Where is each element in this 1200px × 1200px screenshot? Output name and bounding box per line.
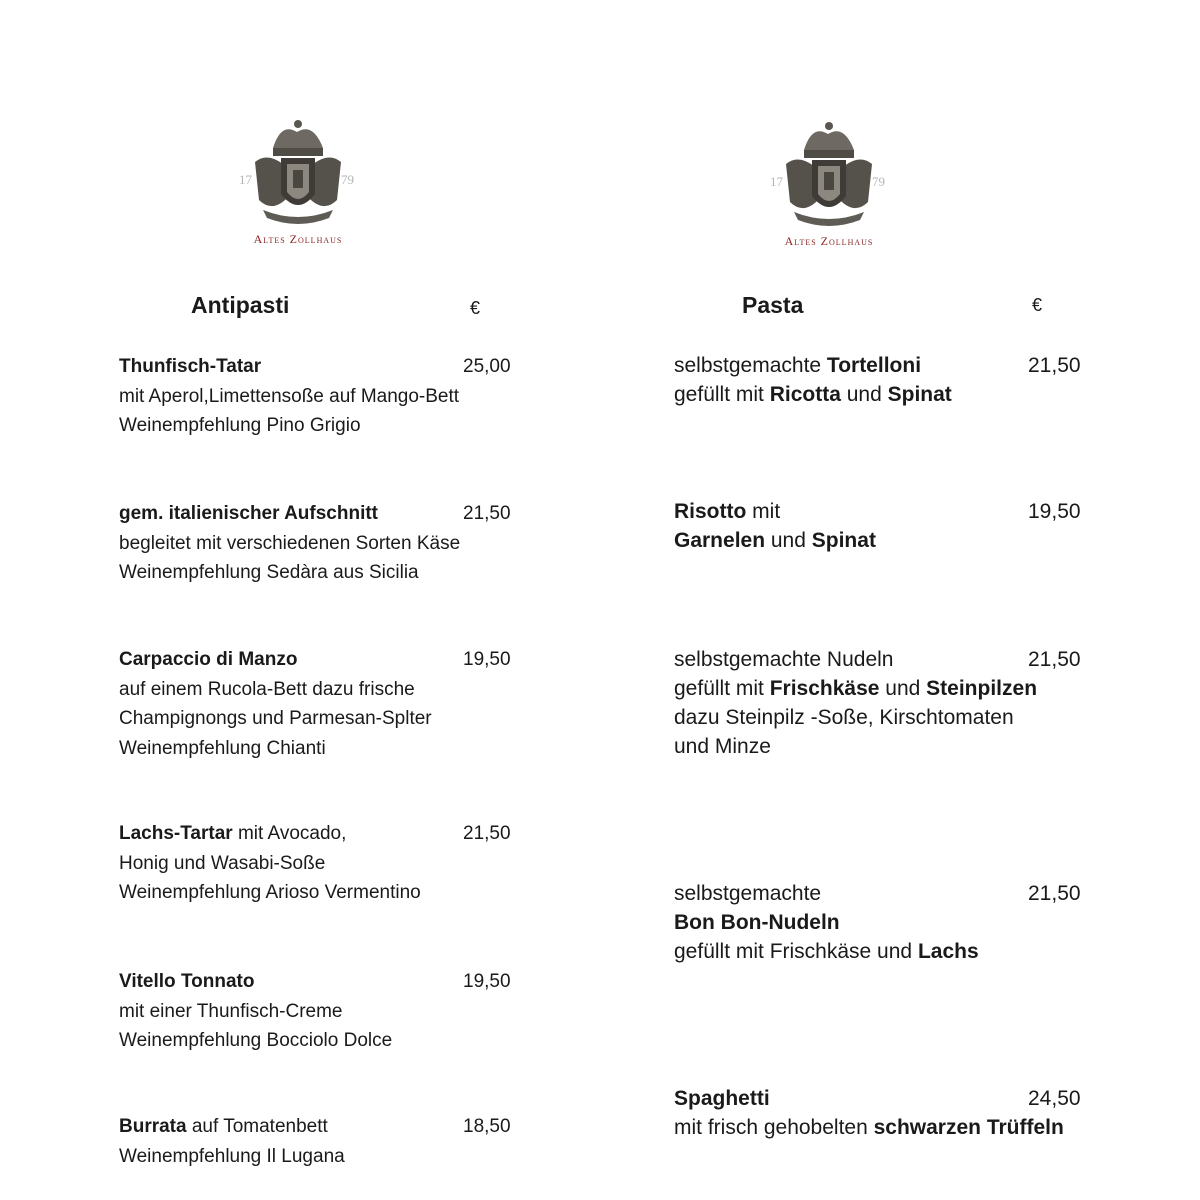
item-description — [119, 882, 421, 904]
text-segment: Carpaccio di Manzo — [119, 649, 298, 670]
item-name — [674, 354, 921, 378]
item-description — [674, 383, 952, 407]
text-segment: und — [765, 529, 812, 552]
text-segment: dazu Steinpilz -Soße, Kirschtomaten — [674, 706, 1014, 729]
text-segment: Lachs-Tartar — [119, 823, 233, 844]
text-segment: Garnelen — [674, 529, 766, 552]
text-segment: Weinempfehlung Sedàra aus Sicilia — [119, 562, 419, 583]
text-segment: Spinat — [811, 529, 876, 552]
item-name — [674, 882, 821, 906]
item-description — [119, 679, 415, 701]
item-description — [119, 1030, 392, 1052]
text-segment: Vitello Tonnato — [119, 971, 255, 992]
logo-name: Altes Zollhaus — [784, 234, 874, 248]
item-name — [119, 1116, 328, 1138]
item-description — [119, 386, 459, 408]
coat-of-arms-icon — [233, 118, 363, 230]
item-description — [674, 735, 771, 759]
pasta-heading: Pasta — [742, 292, 804, 318]
text-segment: und Minze — [674, 735, 771, 758]
text-segment: mit — [746, 500, 781, 523]
text-segment: Frischkäse — [769, 677, 880, 700]
item-name — [119, 356, 261, 378]
text-segment: mit einer Thunfisch-Creme — [119, 1000, 343, 1022]
item-name — [674, 500, 780, 524]
logo-name: Altes Zollhaus — [253, 232, 343, 246]
text-segment: gefüllt mit — [674, 383, 770, 406]
text-segment: schwarzen Trüffeln — [873, 1116, 1064, 1139]
item-name — [119, 503, 378, 525]
text-segment: gefüllt mit — [674, 677, 770, 700]
text-segment: mit Aperol,Limettensoße auf Mango-Bett — [119, 385, 460, 407]
item-price: 21,50 — [1028, 354, 1081, 377]
text-segment: und — [840, 383, 888, 406]
text-segment: auf Tomatenbett — [186, 1116, 328, 1137]
text-segment: Thunfisch-Tatar — [119, 356, 262, 377]
text-segment: selbstgemachte — [674, 882, 822, 905]
item-price: 24,50 — [1028, 1087, 1081, 1110]
item-description — [119, 853, 325, 875]
text-segment: mit Avocado, — [232, 823, 347, 844]
text-segment: Weinempfehlung Bocciolo Dolce — [119, 1030, 393, 1051]
text-segment: Steinpilzen — [926, 677, 1038, 700]
text-segment: Lachs — [917, 940, 979, 963]
text-segment: gefüllt mit Frischkäse und — [674, 940, 918, 963]
item-description — [119, 708, 432, 730]
text-segment: gem. italienischer Aufschnitt — [119, 503, 379, 524]
text-segment: Spaghetti — [674, 1087, 770, 1110]
item-description — [119, 738, 326, 760]
item-description — [674, 911, 840, 935]
year-left: 17 — [770, 174, 783, 189]
item-name — [674, 648, 893, 672]
item-description — [674, 706, 1014, 730]
pasta-currency: € — [1032, 295, 1043, 315]
item-price: 21,50 — [463, 823, 511, 844]
item-description — [674, 529, 876, 553]
item-description — [119, 562, 419, 584]
text-segment: selbstgemachte — [674, 354, 827, 377]
coat-of-arms-icon — [764, 120, 894, 232]
item-price: 18,50 — [463, 1116, 511, 1137]
year-right: 79 — [872, 174, 885, 189]
text-segment: Tortelloni — [826, 354, 922, 377]
text-segment: Spinat — [887, 383, 952, 406]
item-description — [674, 677, 1037, 701]
item-price: 19,50 — [463, 649, 511, 670]
text-segment: Burrata — [119, 1116, 187, 1137]
text-segment: begleitet mit verschiedenen Sorten Käse — [119, 532, 461, 554]
item-price: 25,00 — [463, 356, 511, 377]
year-right: 79 — [341, 172, 354, 187]
item-name — [119, 971, 254, 993]
text-segment: Honig und Wasabi-Soße — [119, 852, 326, 874]
item-name — [119, 823, 346, 845]
text-segment: Risotto — [674, 500, 747, 523]
text-segment: Weinempfehlung Il Lugana — [119, 1145, 345, 1167]
item-description — [119, 1001, 343, 1023]
item-price: 19,50 — [463, 971, 511, 992]
text-segment: Weinempfehlung Pino Grigio — [119, 415, 361, 436]
item-description — [119, 533, 460, 555]
text-segment: Bon Bon-Nudeln — [674, 911, 840, 934]
text-segment: selbstgemachte Nudeln — [674, 648, 894, 671]
antipasti-currency: € — [470, 298, 481, 318]
item-description — [674, 940, 979, 964]
antipasti-heading: Antipasti — [191, 292, 290, 318]
item-description — [119, 415, 361, 437]
text-segment: mit frisch gehobelten — [674, 1116, 874, 1139]
text-segment: Weinempfehlung Arioso Vermentino — [119, 882, 421, 903]
item-name — [674, 1087, 770, 1111]
item-price: 19,50 — [1028, 500, 1081, 523]
text-segment: Champignongs und Parmesan-Splter — [119, 708, 432, 729]
item-price: 21,50 — [1028, 648, 1081, 671]
text-segment: und — [879, 677, 927, 700]
item-price: 21,50 — [463, 503, 511, 524]
text-segment: Weinempfehlung Chianti — [119, 737, 326, 759]
item-price: 21,50 — [1028, 882, 1081, 905]
item-name — [119, 649, 297, 671]
text-segment: Ricotta — [769, 383, 841, 406]
logo-left — [223, 118, 373, 247]
year-left: 17 — [239, 172, 252, 187]
text-segment: auf einem Rucola-Bett dazu frische — [119, 678, 415, 700]
logo-right — [754, 120, 904, 249]
item-description — [674, 1116, 1064, 1140]
item-description — [119, 1146, 345, 1168]
